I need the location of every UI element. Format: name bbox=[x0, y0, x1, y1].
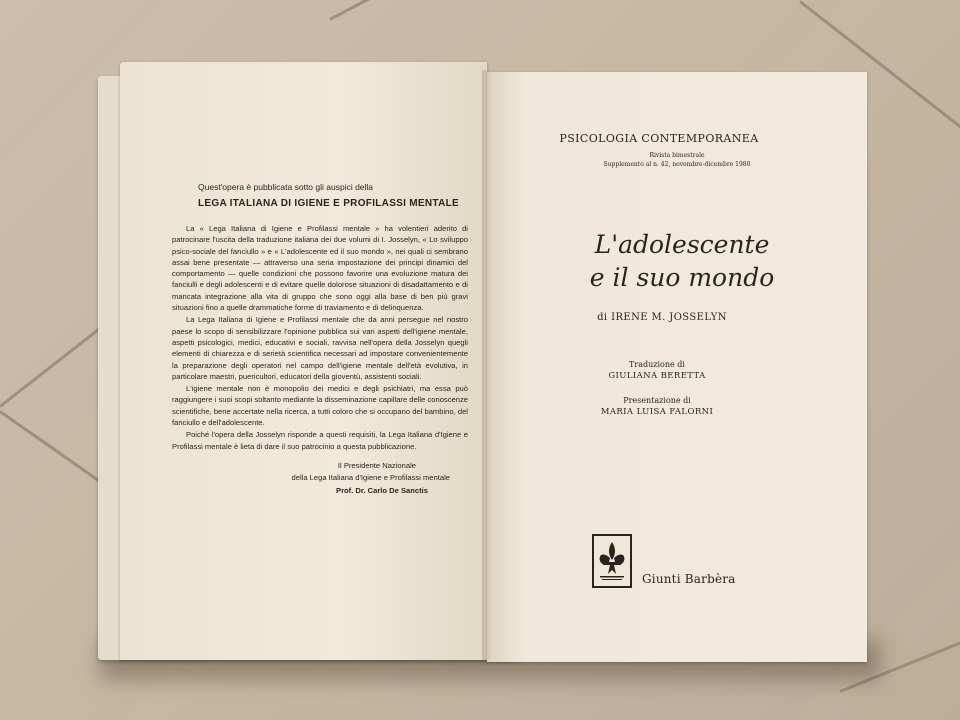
presenter-name: MARIA LUISA FALORNI bbox=[600, 407, 714, 417]
tile-grout-line bbox=[0, 319, 111, 408]
patronage-heading: LEGA ITALIANA DI IGIENE E PROFILASSI MENTALE bbox=[198, 198, 459, 209]
book-author: di IRENE M. JOSSELYN bbox=[597, 312, 727, 323]
series-frequency: Rivista bimestrale bbox=[649, 152, 705, 159]
series-supplement: Supplemento al n. 42, novembre-dicembre 1980 bbox=[603, 161, 751, 168]
series-name: PSICOLOGIA CONTEMPORANEA bbox=[559, 132, 759, 145]
paragraph: La « Lega Italiana di Igiene e Profilassi mentale » ha volentieri aderito di patrocinare l'uscita della traduzione italiana dei due volumi di I. Josselyn, « Lo sviluppo psico-sociale del fanciullo » e « L'adolescente ed il suo mondo », nei quali ci sembrano assai bene presentate — attraverso una seria impostazione dei principi dinamici del comportamento — quelle condizioni che possono favorire una evoluzione matura dei fanciulli e degli adolescenti e di evitare quelle dolorose situazioni di disadattamento e di mancata integrazione alla vita di gruppo che sono oggi alla base di ben più gravi situazioni fino a quelle drammatiche forme di traviamento e di delinquenza. bbox=[172, 224, 468, 313]
paragraph: La Lega Italiana di Igiene e Profilassi mentale che da anni persegue nel nostro paese lo scopo di sensibilizzare l'opinione pubblica sui vari aspetti dell'igiene mentale, aspetti psicologici, medici, educativi e sociali, ravvisa nell'opera della Josselyn quegli elementi di chiarezza e di serietà scientifica necessari ad impostare convenientemente la preparazione degli operatori nel campo dell'igiene mentale dell'età evolutiva, in particolare maestri, puericultori, educatori della gioventù, assistenti sociali. bbox=[172, 315, 468, 381]
signature-block bbox=[172, 460, 468, 498]
signature-name: Prof. Dr. Carlo De Sanctis bbox=[336, 485, 428, 495]
translation-label: Traduzione di bbox=[629, 360, 685, 369]
paragraph: L'igiene mentale non è monopolio dei medici e degli psichiatri, ma essa può raggiungere i suoi scopi soltanto mediante la disseminazione capillare delle conoscenze scientifiche, bene accertate nella ricerca, a tutti coloro che si occupano del bambino, del fanciullo e dell'adolescente. bbox=[172, 384, 468, 428]
publisher-name: Giunti Barbèra bbox=[642, 572, 736, 586]
book-title-line: L'adolescente bbox=[594, 230, 770, 259]
patronage-intro: Quest'opera è pubblicata sotto gli auspici della bbox=[198, 182, 374, 192]
signature-organization: della Lega Italiana d'Igiene e Profilassi mentale bbox=[291, 473, 450, 483]
giglio-fleur-de-lis-icon bbox=[592, 534, 632, 588]
paragraph: Poiché l'opera della Josselyn risponde a questi requisiti, la Lega Italiana d'Igiene e Profilassi mentale è lieta di dare il suo patrocinio a questa pubblicazione. bbox=[172, 430, 468, 451]
book-title bbox=[517, 228, 847, 294]
book-title-line: e il suo mondo bbox=[589, 263, 775, 292]
translator-name: GIULIANA BERETTA bbox=[608, 371, 706, 381]
left-page-text bbox=[172, 182, 468, 497]
signature-role: Il Presidente Nazionale bbox=[337, 460, 416, 470]
presentation-label: Presentazione di bbox=[623, 396, 691, 405]
tile-grout-line bbox=[329, 0, 560, 21]
